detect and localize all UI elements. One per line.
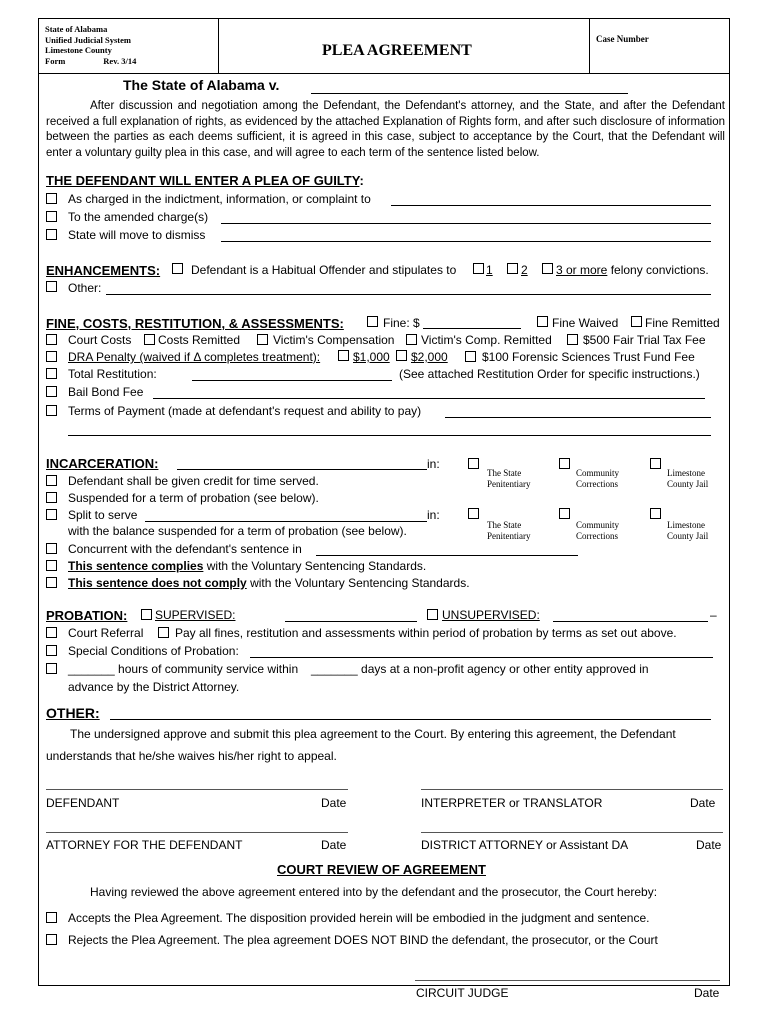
restitution-amount-field[interactable] [192, 380, 392, 381]
facility-line: County Jail [667, 479, 709, 489]
supervised-checkbox[interactable] [141, 609, 152, 620]
court-costs-checkbox[interactable] [46, 334, 57, 345]
priors-1-label: 1 [486, 263, 493, 277]
plea-option-label: As charged in the indictment, information, or complaint to [68, 192, 371, 206]
fine-waived-checkbox[interactable] [537, 316, 548, 327]
facility-line: Penitentiary [487, 479, 531, 489]
split-term-field[interactable] [145, 521, 427, 522]
enhancements-heading: ENHANCEMENTS: [46, 263, 161, 278]
statement-line: The undersigned approve and submit this plea agreement to the Court. By entering this agreement, the Defendant [70, 727, 676, 741]
defendant-signature-line[interactable] [46, 789, 348, 790]
date-label: Date [321, 796, 347, 810]
facility-line: Corrections [576, 479, 618, 489]
suspended-label: Suspended for a term of probation (see below). [68, 491, 319, 505]
plea-amended-checkbox[interactable] [46, 211, 57, 222]
amended-charge-field[interactable] [221, 223, 711, 224]
plea-as-charged-checkbox[interactable] [46, 193, 57, 204]
statement-line: understands that he/she waives his/her right to appeal. [46, 749, 337, 763]
case-number-label: Case Number [596, 34, 649, 44]
dismiss-field[interactable] [221, 241, 711, 242]
accepts-checkbox[interactable] [46, 912, 57, 923]
plea-option-label: To the amended charge(s) [68, 210, 209, 224]
fine-remitted-label: Fine Remitted [645, 316, 720, 330]
facility-line: Limestone [667, 468, 705, 478]
case-caption: The State of Alabama v. [123, 77, 280, 93]
court-review-heading: COURT REVIEW OF AGREEMENT [277, 862, 486, 877]
restitution-checkbox[interactable] [46, 368, 57, 379]
dra-penalty-checkbox[interactable] [46, 351, 57, 362]
complies-rest: with the Voluntary Sentencing Standards. [206, 559, 427, 573]
plea-heading-colon: : [359, 173, 364, 188]
victims-comp-remitted-checkbox[interactable] [406, 334, 417, 345]
total-restitution-label: Total Restitution: [68, 367, 157, 381]
org-line: State of Alabama [45, 24, 108, 34]
community-service-approval-label: advance by the District Attorney. [68, 680, 240, 694]
case-number-field[interactable] [592, 46, 724, 70]
terms-of-payment-field[interactable] [445, 417, 711, 418]
defendant-label: DEFENDANT [46, 796, 120, 810]
facility-line: Community [576, 520, 620, 530]
split-checkbox[interactable] [46, 509, 57, 520]
rev-label: Rev. 3/14 [103, 55, 137, 66]
suspended-checkbox[interactable] [46, 492, 57, 503]
county-jail-checkbox[interactable] [650, 458, 661, 469]
enhancement-other-field[interactable] [106, 294, 711, 295]
restitution-note: (See attached Restitution Order for specific instructions.) [399, 367, 700, 381]
facility-state-penitentiary [487, 468, 531, 490]
costs-remitted-label: Costs Remitted [158, 333, 241, 347]
pay-all-checkbox[interactable] [158, 627, 169, 638]
in-label: in: [427, 457, 440, 471]
facility-line: Community [576, 468, 620, 478]
split-state-penitentiary-checkbox[interactable] [468, 508, 479, 519]
not-comply-checkbox[interactable] [46, 577, 57, 588]
special-conditions-field[interactable] [250, 657, 713, 658]
community-service-checkbox[interactable] [46, 663, 57, 674]
terms-of-payment-checkbox[interactable] [46, 405, 57, 416]
terms-of-payment-field-2[interactable] [68, 435, 711, 436]
split-balance-label: with the balance suspended for a term of probation (see below). [68, 524, 407, 538]
victims-comp-remitted-label: Victim's Comp. Remitted [421, 333, 552, 347]
header-divider [589, 18, 590, 73]
court-referral-checkbox[interactable] [46, 627, 57, 638]
judge-signature-line[interactable] [415, 980, 720, 981]
unsupervised-label: UNSUPERVISED: [442, 608, 540, 622]
form-title: PLEA AGREEMENT [322, 42, 472, 59]
priors-3-label: 3 or more [556, 263, 608, 277]
felony-convictions-label: felony convictions. [610, 263, 709, 277]
dra-1000-label: $1,000 [353, 350, 390, 364]
victims-comp-label: Victim's Compensation [273, 333, 395, 347]
credit-time-served-label: Defendant shall be given credit for time served. [68, 474, 319, 488]
priors-2-label: 2 [521, 263, 528, 277]
fines-heading: FINE, COSTS, RESTITUTION, & ASSESSMENTS: [46, 316, 344, 331]
incarceration-term-field[interactable] [177, 469, 427, 470]
supervised-label: SUPERVISED: [155, 608, 236, 622]
concurrent-checkbox[interactable] [46, 543, 57, 554]
split-label: Split to serve [68, 508, 138, 522]
facility-community-corrections [576, 468, 619, 490]
date-label: Date [690, 796, 716, 810]
fine-amount-field[interactable] [423, 328, 521, 329]
forensic-fee-label: $100 Forensic Sciences Trust Fund Fee [482, 350, 695, 364]
state-penitentiary-checkbox[interactable] [468, 458, 479, 469]
interpreter-signature-line[interactable] [421, 789, 723, 790]
not-comply-bold: This sentence does not comply [68, 576, 247, 590]
facility-county-jail [667, 468, 708, 490]
pay-all-label: Pay all fines, restitution and assessments within period of probation by terms as set out above. [175, 626, 677, 640]
special-conditions-label: Special Conditions of Probation: [68, 644, 239, 658]
facility-line: Penitentiary [487, 531, 531, 541]
complies-bold: This sentence complies [68, 559, 204, 573]
org-line: Limestone County [45, 45, 112, 55]
victims-comp-checkbox[interactable] [257, 334, 268, 345]
costs-remitted-checkbox[interactable] [144, 334, 155, 345]
priors-1-checkbox[interactable] [473, 263, 484, 274]
interpreter-label: INTERPRETER or TRANSLATOR [421, 796, 603, 810]
form-label: Form [45, 55, 66, 66]
incarceration-heading: INCARCERATION: [46, 456, 159, 471]
community-service-hours-label: _______ hours of community service within [68, 662, 299, 676]
enhancement-other-label: Other: [68, 281, 102, 295]
bail-bond-label: Bail Bond Fee [68, 385, 144, 399]
facility-county-jail [667, 520, 708, 542]
split-community-corrections-checkbox[interactable] [559, 508, 570, 519]
community-service-days-label: _______ days at a non-profit agency or other entity approved in [311, 662, 649, 676]
community-corrections-checkbox[interactable] [559, 458, 570, 469]
date-label: Date [321, 838, 347, 852]
header-divider [218, 18, 219, 73]
fine-waived-label: Fine Waived [552, 316, 619, 330]
court-referral-label: Court Referral [68, 626, 144, 640]
intro-paragraph: After discussion and negotiation among the Defendant, the Defendant's attorney, and the State, and after the Defendant received a full explanation of rights, as evidenced by the attached Explanation of Rights form, and after such disclosure of information between the parties as each deems sufficient, it is agreed in this case, subject to acceptance by the Court, that the Defendant will enter a voluntary guilty plea in this case, and will agree to each term of the sentence listed below. [46, 100, 725, 159]
circuit-judge-label: CIRCUIT JUDGE [416, 986, 509, 1000]
dra-1000-checkbox[interactable] [338, 350, 349, 361]
defendant-name-field[interactable] [311, 93, 628, 94]
plea-option-label: State will move to dismiss [68, 228, 206, 242]
date-label: Date [694, 986, 720, 1000]
court-review-intro: Having reviewed the above agreement entered into by the defendant and the prosecutor, the Court hereby: [90, 885, 658, 899]
bail-bond-checkbox[interactable] [46, 386, 57, 397]
special-conditions-checkbox[interactable] [46, 645, 57, 656]
dra-2000-checkbox[interactable] [396, 350, 407, 361]
other-heading: OTHER: [46, 705, 100, 721]
facility-community-corrections [576, 520, 619, 542]
forensic-fee-checkbox[interactable] [465, 351, 476, 362]
facility-line: Limestone [667, 520, 705, 530]
priors-2-checkbox[interactable] [507, 263, 518, 274]
supervised-term-field[interactable] [285, 621, 417, 622]
fine-remitted-checkbox[interactable] [631, 316, 642, 327]
dra-penalty-label: DRA Penalty (waived if Δ completes treatment): [68, 350, 321, 364]
complies-checkbox[interactable] [46, 560, 57, 571]
accepts-label: Accepts the Plea Agreement. The disposition provided herein will be embodied in the judgment and sentence. [68, 911, 650, 925]
rejects-label: Rejects the Plea Agreement. The plea agreement DOES NOT BIND the defendant, the prosecutor, or the Court [68, 933, 658, 947]
rejects-checkbox[interactable] [46, 934, 57, 945]
other-field[interactable] [110, 719, 711, 720]
probation-heading: PROBATION: [46, 608, 128, 623]
facility-line: Corrections [576, 531, 618, 541]
credit-time-served-checkbox[interactable] [46, 475, 57, 486]
dra-2000-label: $2,000 [411, 350, 448, 364]
attorney-signature-line[interactable] [46, 832, 348, 833]
org-line: Unified Judicial System [45, 34, 131, 45]
habitual-offender-label: Defendant is a Habitual Offender and stipulates to [191, 263, 457, 277]
concurrent-label: Concurrent with the defendant's sentence in [68, 542, 302, 556]
fine-label: Fine: $ [383, 316, 420, 330]
district-attorney-signature-line[interactable] [421, 832, 723, 833]
unsupervised-term-field[interactable] [553, 621, 708, 622]
fair-trial-tax-checkbox[interactable] [567, 334, 578, 345]
fine-checkbox[interactable] [367, 316, 378, 327]
plea-dismiss-checkbox[interactable] [46, 229, 57, 240]
trailing-dash: – [710, 608, 717, 622]
enhancement-other-checkbox[interactable] [46, 281, 57, 292]
plea-as-charged-field[interactable] [391, 205, 711, 206]
not-comply-rest: with the Voluntary Sentencing Standards. [250, 576, 470, 590]
facility-line: The State [487, 468, 522, 478]
attorney-label: ATTORNEY FOR THE DEFENDANT [46, 838, 243, 852]
facility-line: County Jail [667, 531, 709, 541]
split-county-jail-checkbox[interactable] [650, 508, 661, 519]
date-label: Date [696, 838, 722, 852]
fair-trial-tax-label: $500 Fair Trial Tax Fee [583, 333, 706, 347]
unsupervised-checkbox[interactable] [427, 609, 438, 620]
terms-of-payment-label: Terms of Payment (made at defendant's request and ability to pay) [68, 404, 422, 418]
in-label: in: [427, 508, 440, 522]
priors-3-checkbox[interactable] [542, 263, 553, 274]
bail-bond-field[interactable] [153, 398, 705, 399]
court-costs-label: Court Costs [68, 333, 132, 347]
plea-heading: THE DEFENDANT WILL ENTER A PLEA OF GUILTY [46, 173, 360, 188]
facility-line: The State [487, 520, 522, 530]
habitual-offender-checkbox[interactable] [172, 263, 183, 274]
facility-state-penitentiary [487, 520, 531, 542]
concurrent-case-field[interactable] [316, 555, 578, 556]
org-block [45, 24, 136, 66]
header-divider [38, 73, 729, 74]
district-attorney-label: DISTRICT ATTORNEY or Assistant DA [421, 838, 629, 852]
